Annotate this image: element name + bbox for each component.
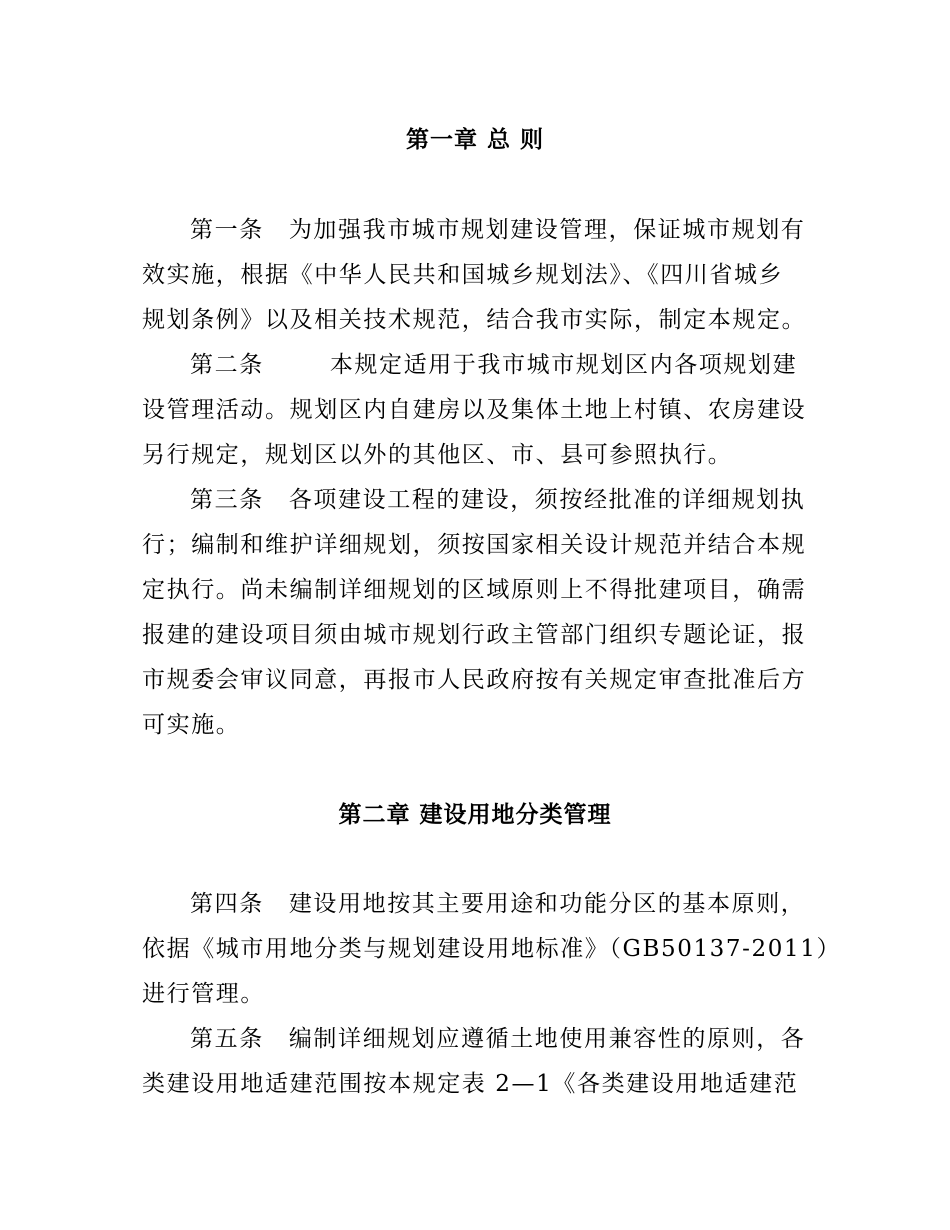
article-4-line-2: 依据《城市用地分类与规划建设用地标准》（GB50137-2011） <box>142 936 842 962</box>
article-1 <box>142 208 814 343</box>
article-2-line-2: 设管理活动。规划区内自建房以及集体土地上村镇、农房建设 <box>142 397 807 423</box>
article-4-line-3: 进行管理。 <box>142 981 265 1007</box>
chapter-2-title: 第二章 建设用地分类管理 <box>338 802 612 828</box>
article-3-line-3: 定执行。尚未编制详细规划的区域原则上不得批建项目，确需 <box>142 577 807 603</box>
article-3-line-2: 行；编制和维护详细规划，须按国家相关设计规范并结合本规 <box>142 532 807 558</box>
article-1-line-2: 效实施，根据《中华人民共和国城乡规划法》、《四川省城乡 <box>142 262 784 288</box>
article-4 <box>142 882 842 1017</box>
chapter-1-title: 第一章 总 则 <box>405 127 544 153</box>
article-3-line-6: 可实施。 <box>142 712 241 738</box>
article-5-label: 第五条 <box>190 1026 264 1052</box>
article-5-line-2: 类建设用地适建范围按本规定表 2—1《各类建设用地适建范 <box>142 1071 799 1097</box>
article-3-line-1: 第三条 各项建设工程的建设，须按经批准的详细规划执 <box>190 487 806 513</box>
article-3-label: 第三条 <box>190 487 264 513</box>
article-2 <box>142 343 814 478</box>
article-5-line-1: 第五条 编制详细规划应遵循土地使用兼容性的原则，各 <box>190 1026 806 1052</box>
article-4-label: 第四条 <box>190 891 264 917</box>
article-1-line-3: 规划条例》以及相关技术规范，结合我市实际，制定本规定。 <box>142 307 807 333</box>
article-3-line-4: 报建的建设项目须由城市规划行政主管部门组织专题论证，报 <box>142 622 807 648</box>
article-2-label: 第二条 <box>190 352 264 378</box>
article-2-line-3: 另行规定，规划区以外的其他区、市、县可参照执行。 <box>142 442 733 468</box>
article-5 <box>142 1017 814 1107</box>
article-3 <box>142 478 814 748</box>
article-4-line-1: 第四条 建设用地按其主要用途和功能分区的基本原则， <box>190 891 806 917</box>
article-3-line-5: 市规委会审议同意，再报市人民政府按有关规定审查批准后方 <box>142 667 807 693</box>
article-1-line-1: 第一条 为加强我市城市规划建设管理，保证城市规划有 <box>190 217 806 243</box>
article-2-line-1: 第二条 本规定适用于我市城市规划区内各项规划建 <box>190 352 798 378</box>
article-1-label: 第一条 <box>190 217 264 243</box>
